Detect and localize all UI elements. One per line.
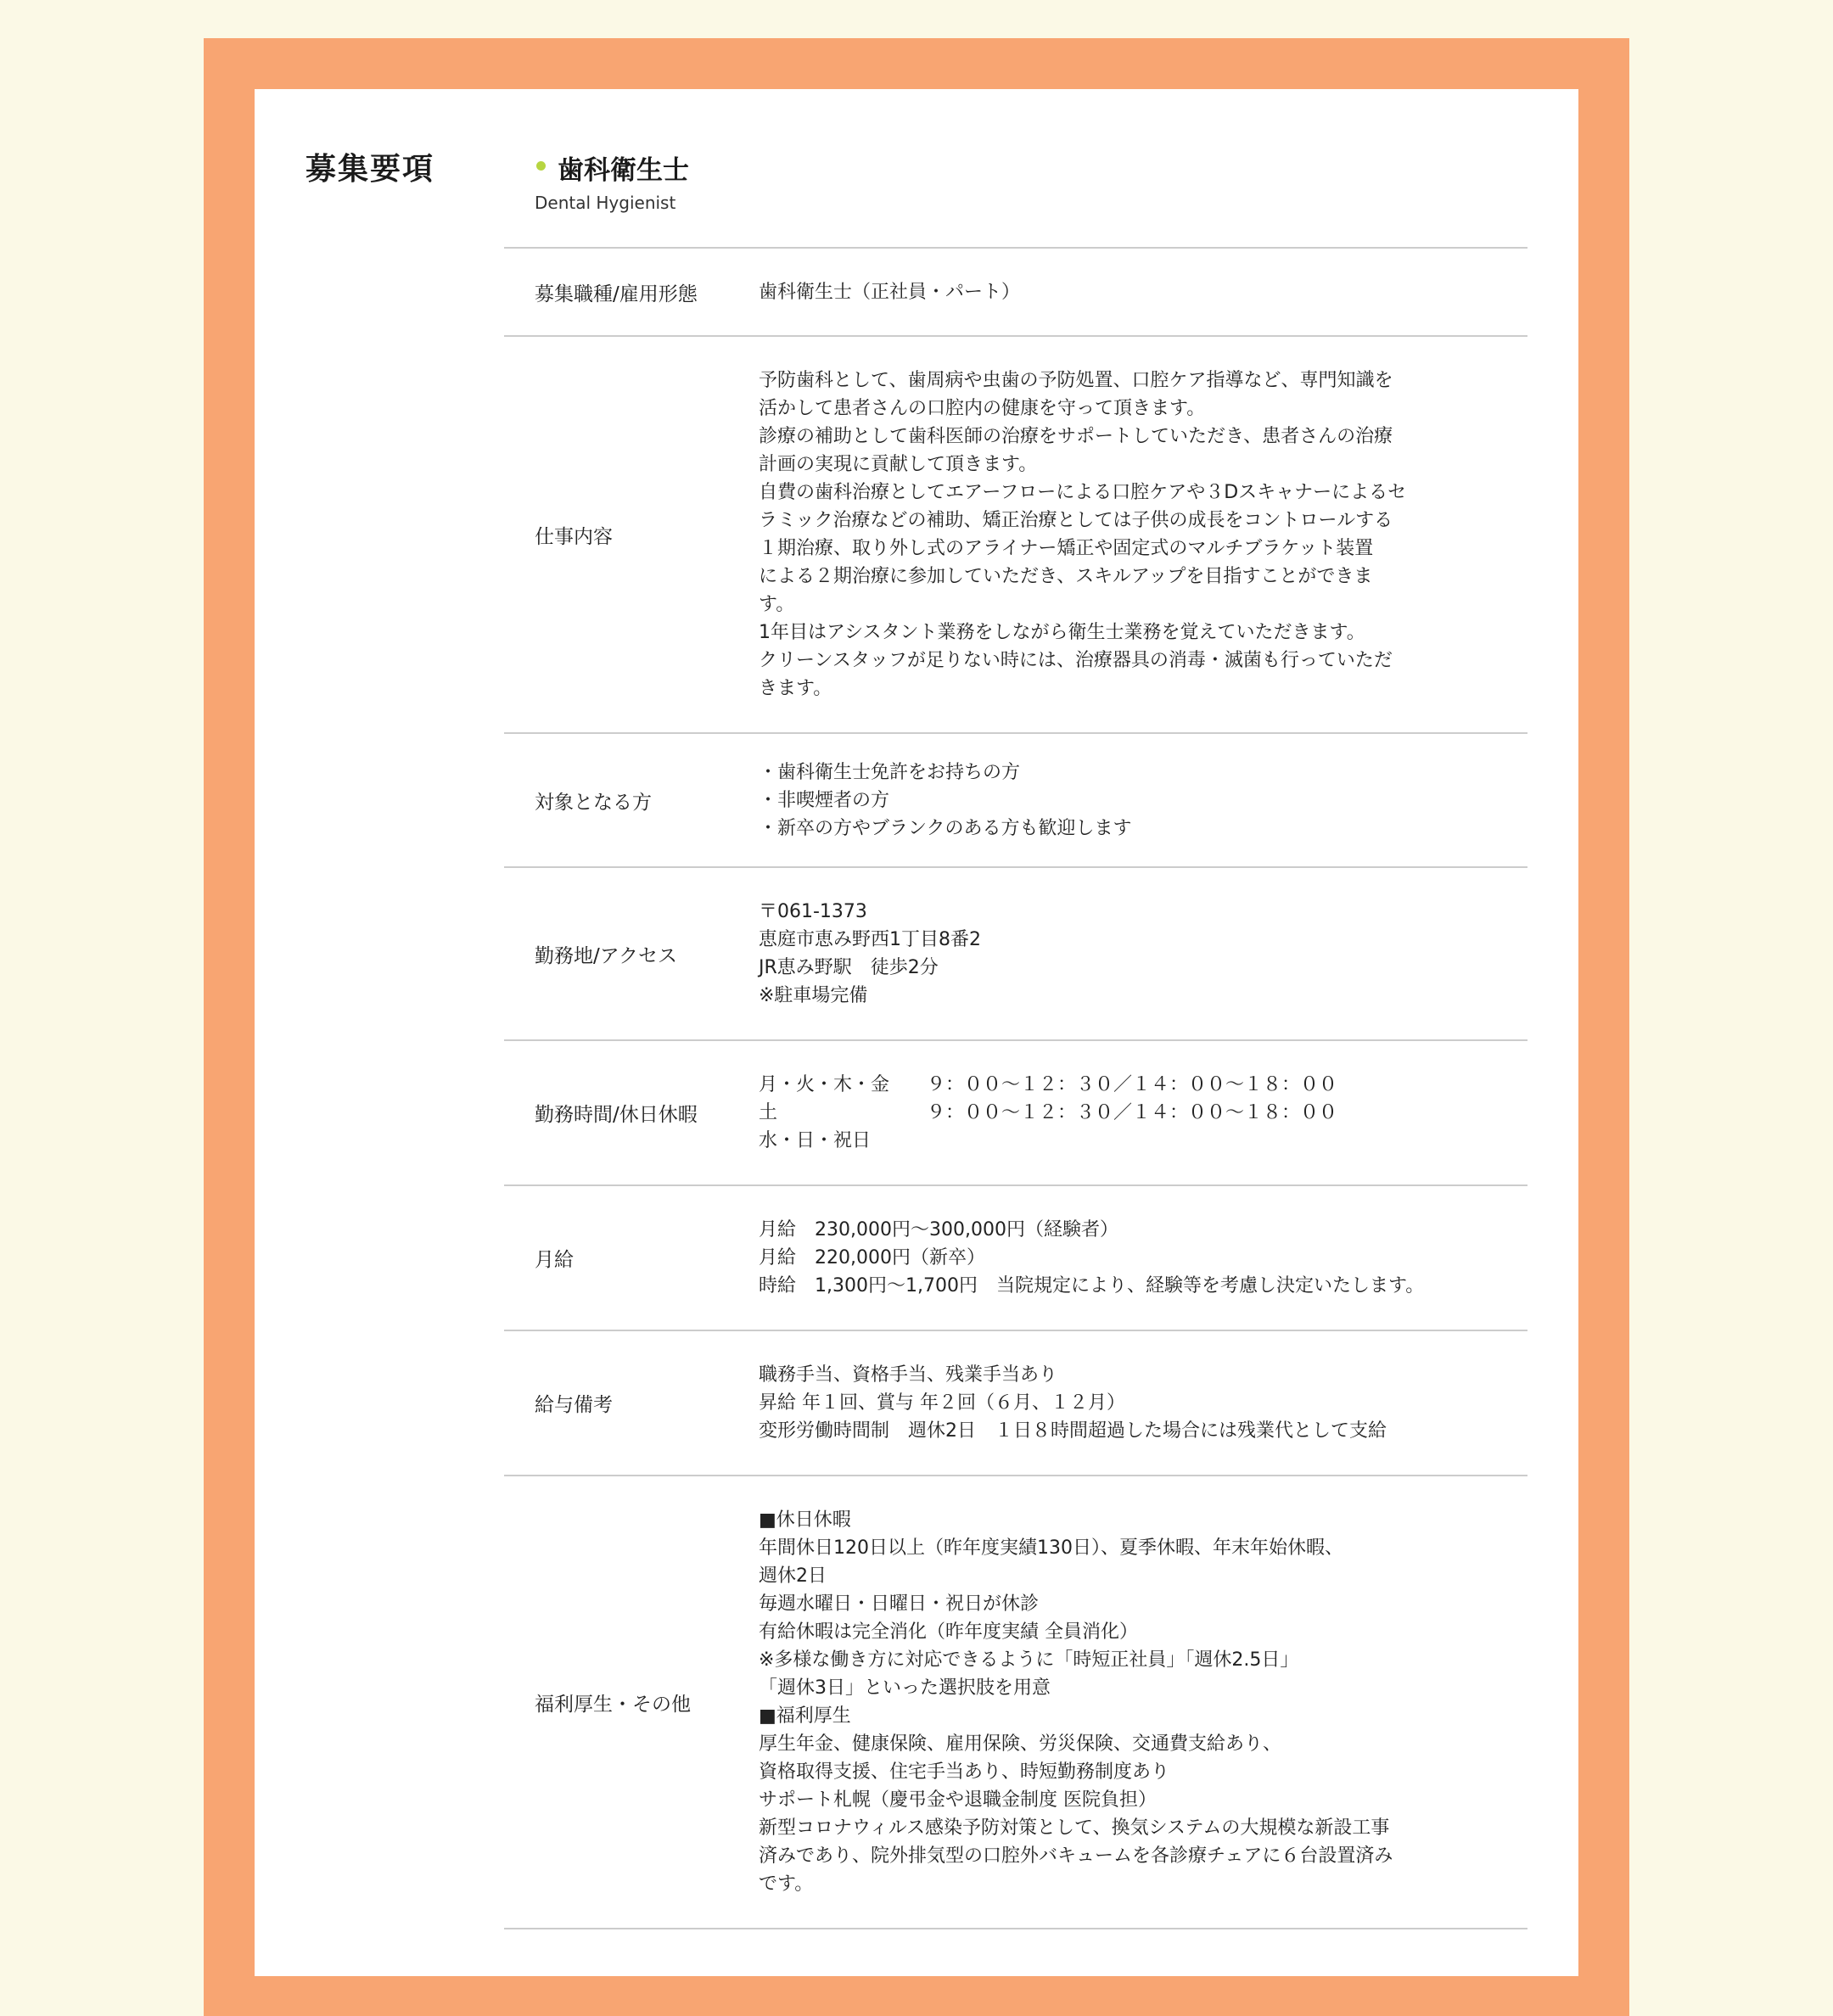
job-header <box>504 140 1528 247</box>
table-row <box>504 337 1528 734</box>
job-subtitle: Dental Hygienist <box>535 193 676 213</box>
row-label: 給与備考 <box>535 1394 613 1416</box>
job-content <box>504 140 1528 1929</box>
section-title: 募集要項 <box>306 152 435 187</box>
bullet-dot-icon <box>536 161 546 171</box>
row-label: 福利厚生・その他 <box>535 1693 691 1716</box>
row-label: 月給 <box>535 1249 574 1271</box>
row-label: 対象となる方 <box>535 791 652 814</box>
row-value: ■休日休暇 年間休日120日以上（昨年度実績130日）、夏季休暇、年末年始休暇、 週休2日 毎週水曜日・日曜日・祝日が休診 有給休暇は完全消化（昨年度実績 全員消化） ※多様な働き方に対応できるように「時短正社員」「週休2.5日」 「週休3日」といった選択肢を用意 ■福利厚生 厚生年金、健康保険、雇用保険、労災保険、交通費支給あり、 資格取得支援、住宅手当あり、時短勤務制度あり サポート札幌（慶弔金や退職金制度 医院負担） 新型コロナウィルス感染予防対策として、換気システムの大規模な新設工事 済みであり、院外排気型の口腔外バキュームを各診療チェアに６台設置済み です。 <box>759 1509 1393 1895</box>
row-value: 〒061-1373 恵庭市恵み野西1丁目8番2 JR恵み野駅 徒歩2分 ※駐車場完備 <box>759 901 981 1006</box>
table-row <box>504 1331 1528 1476</box>
table-row <box>504 1476 1528 1929</box>
row-value: 月給 230,000円〜300,000円（経験者） 月給 220,000円（新卒） 時給 1,300円〜1,700円 当院規定により、経験等を考慮し決定いたします。 <box>759 1219 1425 1296</box>
table-row <box>504 249 1528 337</box>
row-label: 仕事内容 <box>535 525 613 548</box>
row-value: ・歯科衛生士免許をお持ちの方 ・非喫煙者の方 ・新卒の方やブランクのある方も歓迎します <box>759 761 1132 839</box>
row-label: 募集職種/雇用形態 <box>535 283 698 305</box>
recruitment-card <box>255 89 1578 1976</box>
table-row <box>504 1186 1528 1331</box>
page-frame <box>204 38 1629 2016</box>
row-label: 勤務地/アクセス <box>535 944 678 967</box>
row-label: 勤務時間/休日休暇 <box>535 1104 698 1126</box>
table-row <box>504 868 1528 1041</box>
job-title: 歯科衛生士 <box>558 155 689 186</box>
row-value: 歯科衛生士（正社員・パート） <box>759 281 1021 303</box>
row-value: 職務手当、資格手当、残業手当あり 昇給 年１回、賞与 年２回（６月、１２月） 変形労働時間制 週休2日 １日８時間超過した場合には残業代として支給 <box>759 1364 1387 1442</box>
row-value: 月・火・木・金 ９：００〜１２：３０／１４：００〜１８：００ 土 ９：００〜１２：３０／１４：００〜１８：００ 水・日・祝日 <box>759 1074 1338 1151</box>
table-row <box>504 734 1528 868</box>
table-row <box>504 1041 1528 1186</box>
row-value: 予防歯科として、歯周病や虫歯の予防処置、口腔ケア指導など、専門知識を 活かして患者さんの口腔内の健康を守って頂きます。 診療の補助として歯科医師の治療をサポートしていただき、患者さんの治療 計画の実現に貢献して頂きます。 自費の歯科治療としてエアーフローによる口腔ケアや３Dスキャナーによるセ ラミック治療などの補助、矯正治療としては子供の成長をコントロールする １期治療、取り外し式のアライナー矯正や固定式のマルチブラケット装置 による２期治療に参加していただき、スキルアップを目指すことができま す。 1年目はアシスタント業務をしながら衛生士業務を覚えていただきます。 クリーンスタッフが足りない時には、治療器具の消毒・滅菌も行っていただ きます。 <box>759 370 1407 699</box>
requirements-table <box>504 247 1528 1929</box>
